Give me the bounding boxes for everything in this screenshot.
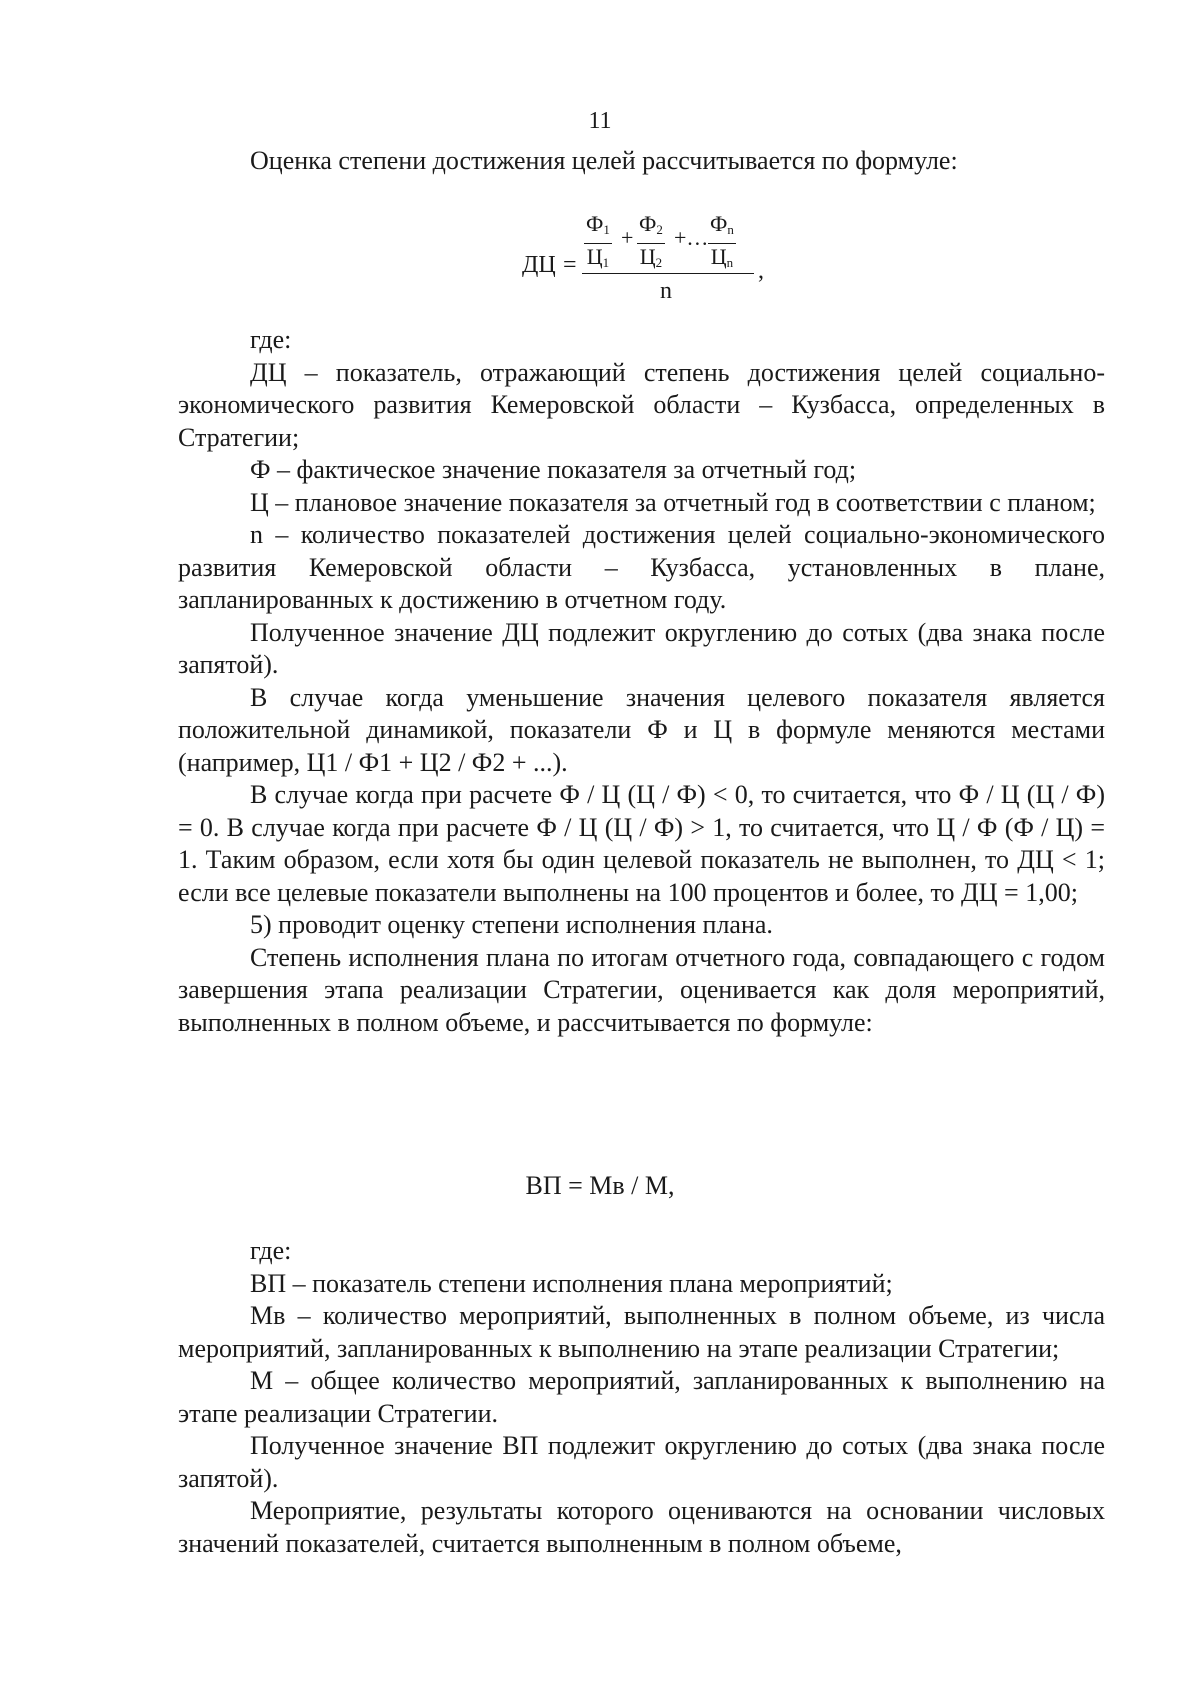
text-block-2 — [178, 1235, 1105, 1560]
paragraph: М – общее количество мероприятий, запланированных к выполнению на этапе реализации Стратегии. — [178, 1366, 1105, 1428]
formula-comma: , — [758, 258, 764, 284]
paragraph: где: — [250, 1236, 292, 1265]
paragraph: Степень исполнения плана по итогам отчетного года, совпадающего с годом завершения этапа реализации Стратегии, оценивается как доля мероприятий, выполненных в полном объеме, и рассчитывается по формуле: — [178, 942, 1105, 1037]
paragraph: Ц – плановое значение показателя за отчетный год в соответствии с планом; — [250, 487, 1096, 517]
paragraph: Мв – количество мероприятий, выполненных в полном объеме, из числа мероприятий, запланированных к выполнению на этапе реализации Стратегии; — [178, 1301, 1105, 1363]
paragraph: ВП – показатель степени исполнения плана мероприятий; — [250, 1268, 893, 1298]
plus-ellipsis: +… — [674, 225, 709, 250]
paragraph: Полученное значение ДЦ подлежит округлению до сотых (два знака после запятой). — [178, 617, 1105, 679]
formula-equals: = — [563, 252, 577, 278]
paragraph: Оценка степени достижения целей рассчитывается по формуле: — [250, 146, 958, 175]
paragraph: где: — [250, 325, 292, 354]
fraction-n: $Ф_n$ $Ц_n$ — [710, 211, 734, 270]
fraction-bar — [582, 273, 754, 274]
text-block-1 — [178, 324, 1105, 1039]
paragraph: Ф – фактическое значение показателя за отчетный год; — [250, 455, 857, 484]
paragraph: В случае когда уменьшение значения целевого показателя является положительной динамикой, показатели Ф и Ц в формуле меняются местами (например, Ц1 / Ф1 + Ц2 / Ф2 + ...). — [178, 682, 1105, 777]
formula-lhs: ДЦ — [522, 252, 556, 278]
intro-paragraph — [178, 145, 1105, 178]
paragraph: n – количество показателей достижения целей социально-экономического развития Кемеровской области – Кузбасса, установленных в плане, запланированных к достижению в отчетном году. — [178, 520, 1105, 614]
paragraph: ДЦ – показатель, отражающий степень достижения целей социально-экономического развития Кемеровской области – Кузбасса, определенных в Стратегии; — [178, 357, 1105, 452]
fraction-1: $Ф_1$ $Ц_1$ — [586, 211, 610, 270]
paragraph: 5) проводит оценку степени исполнения плана. — [250, 910, 773, 939]
paragraph: Полученное значение ВП подлежит округлению до сотых (два знака после запятой). — [178, 1431, 1105, 1493]
formula-dc — [522, 205, 782, 305]
page-number: 11 — [588, 108, 612, 134]
fraction-2: $Ф_2$ $Ц_2$ — [639, 211, 663, 270]
formula-denominator: n — [660, 278, 672, 304]
plus-sign: + — [621, 225, 634, 250]
paragraph: В случае когда при расчете Ф / Ц (Ц / Ф) < 0, то считается, что Ф / Ц (Ц / Ф) = 0. В случае когда при расчете Ф / Ц (Ц / Ф) > 1, то считается, что Ц / Ф (Ф / Ц) = 1. Таким образом, если хотя бы один целевой показатель не выполнен, то ДЦ < 1; если все целевые показатели выполнены на 100 процентов и более, то ДЦ = 1,00; — [178, 780, 1105, 907]
formula-vp: ВП = Мв / М, — [525, 1171, 675, 1200]
paragraph: Мероприятие, результаты которого оцениваются на основании числовых значений показателей, считается выполненным в полном объеме, — [178, 1496, 1105, 1558]
